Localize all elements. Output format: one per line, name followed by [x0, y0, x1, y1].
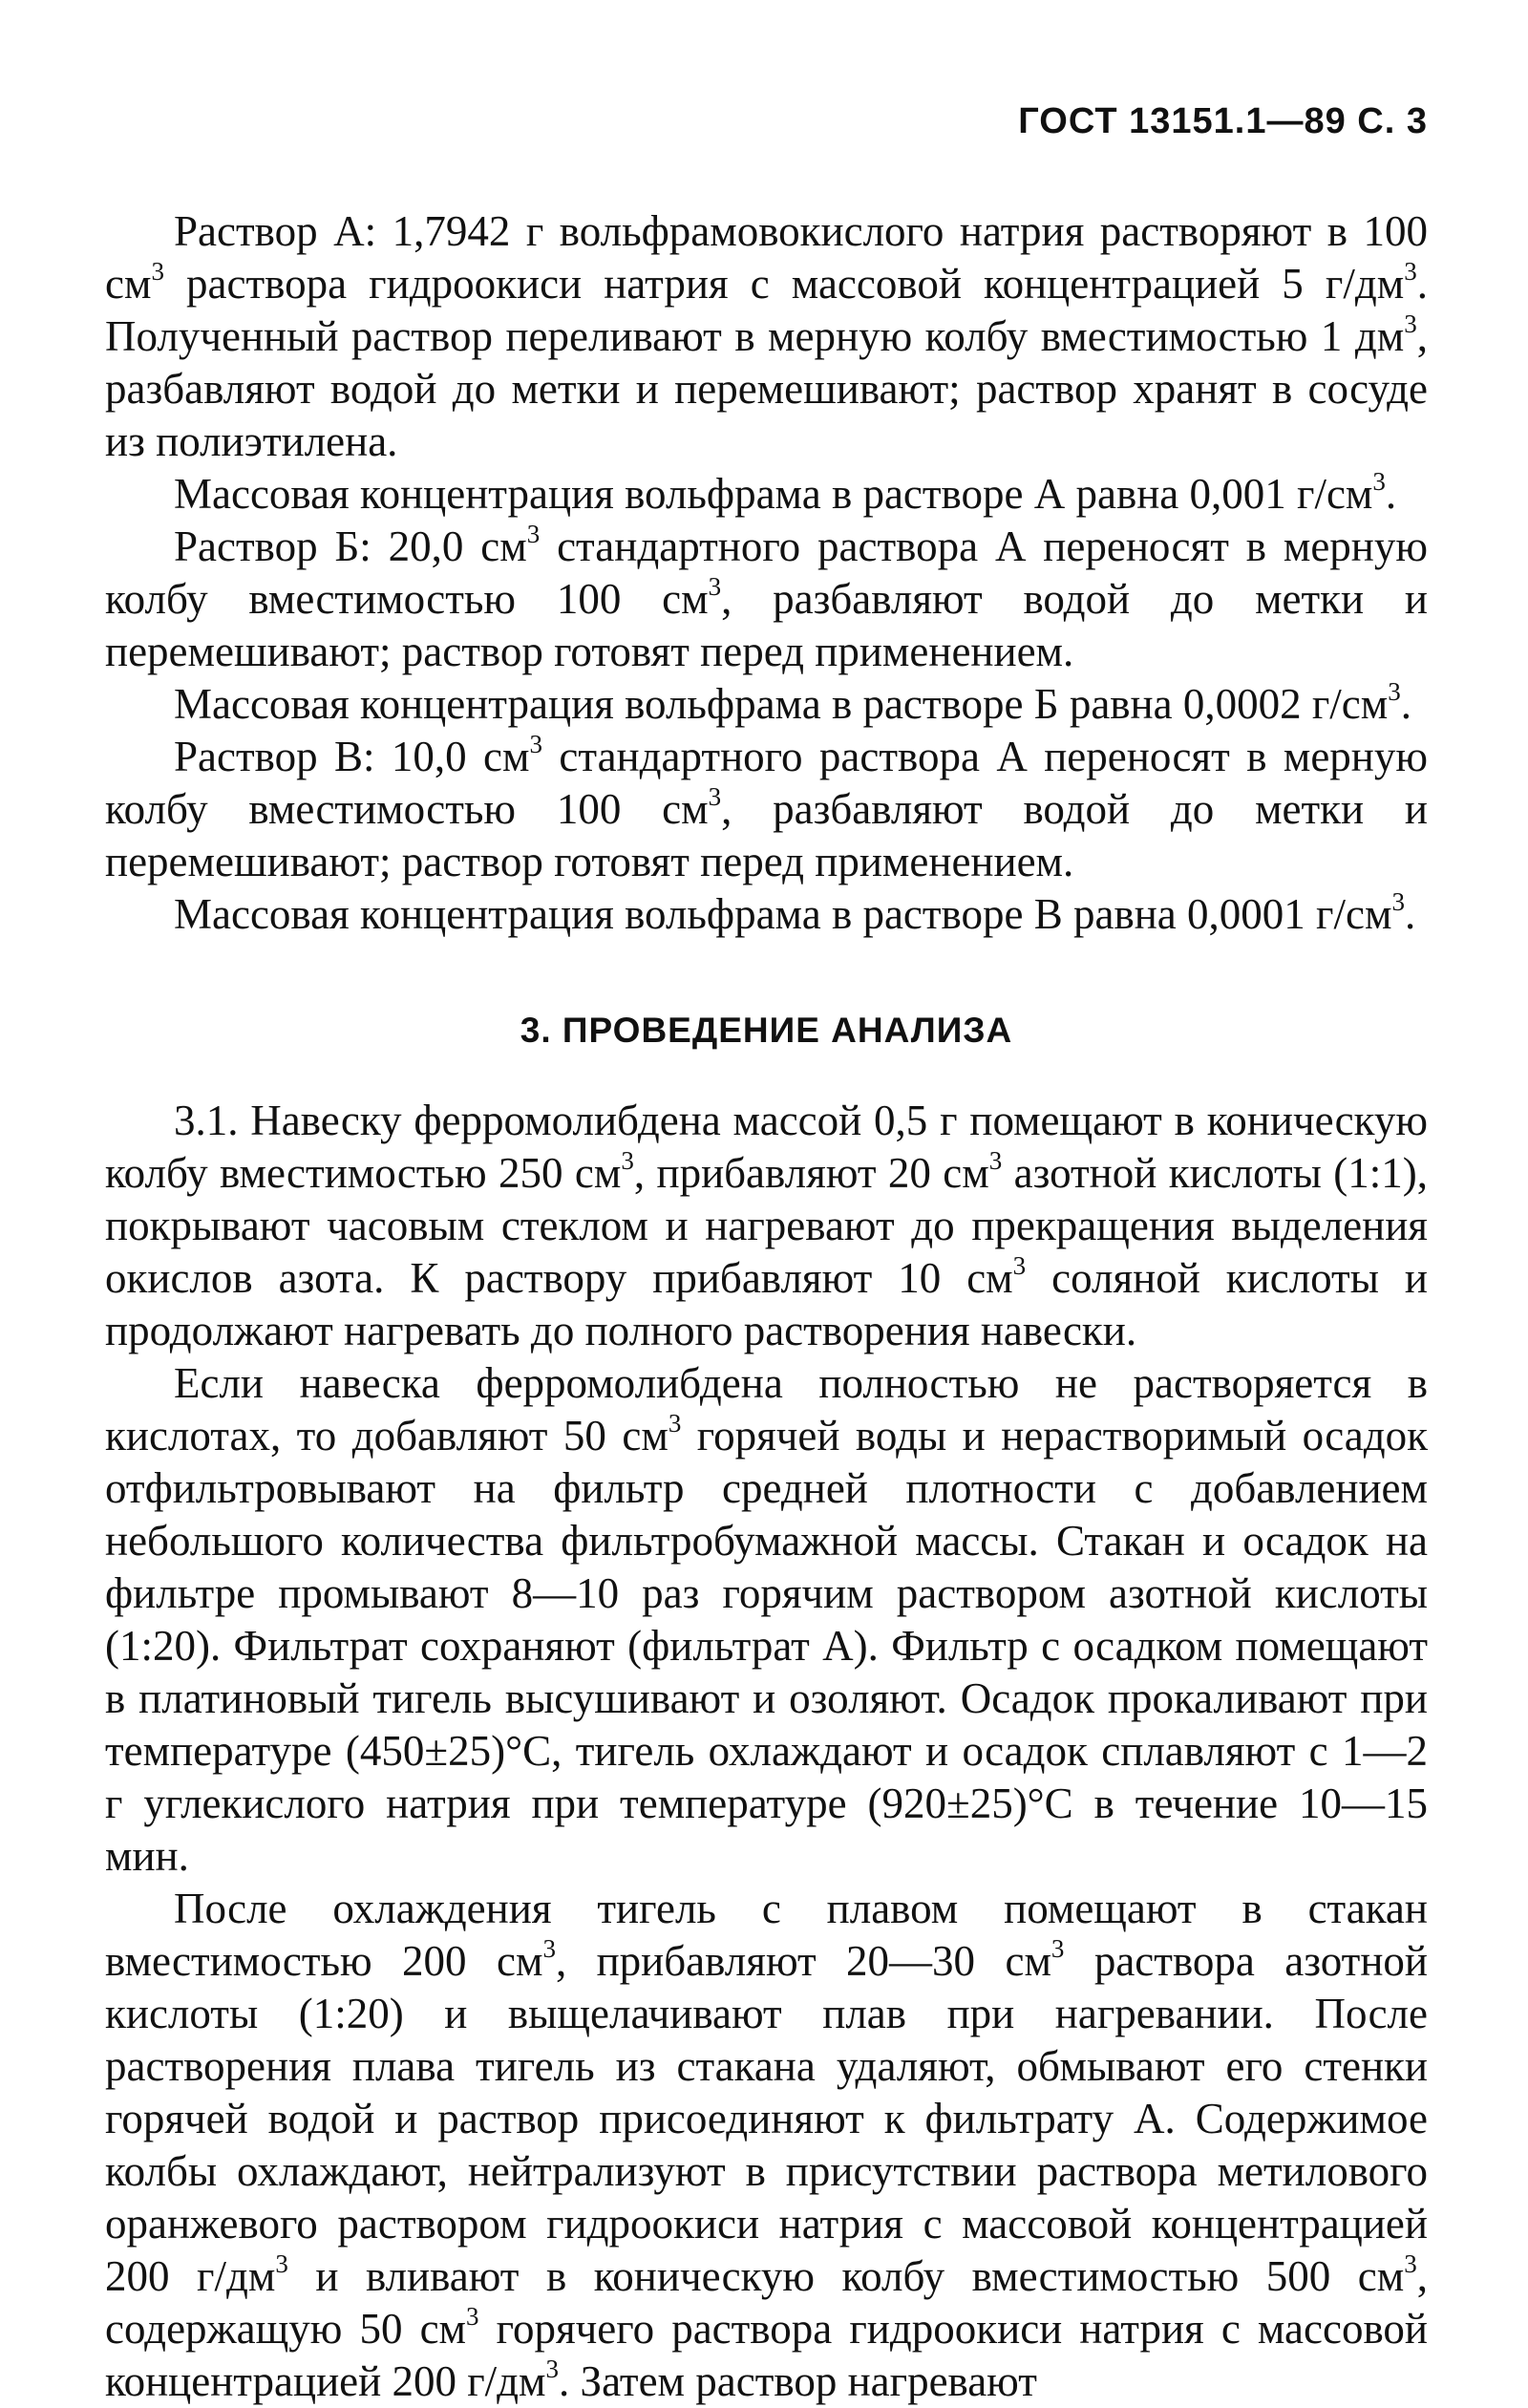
paragraph-text: , прибавляют 20—30 см — [555, 1937, 1051, 1985]
paragraph-text: , разбавляют водой до метки и перемешивают; раствор готовят перед применением. — [105, 785, 1428, 885]
paragraph-text: После охлаждения тигель с плавом помещают в стакан вместимостью 200 см — [105, 1885, 1428, 1985]
document-page — [105, 96, 1428, 2408]
paragraph-text: Массовая концентрация вольфрама в растворе В равна 0,0001 г/см — [174, 890, 1392, 938]
superscript: 3 — [1404, 257, 1417, 287]
superscript: 3 — [1404, 309, 1417, 339]
paragraph-text: горячей воды и нерастворимый осадок отфильтровывают на фильтр средней плотности с добавлением небольшого количества фильтробумажной массы. Стакан и осадок на фильтре промывают 8—10 раз горячим раствором азотной кислоты (1:20). Фильтрат сохраняют (фильтрат А). Фильтр с осадком помещают в платиновый тигель высушивают и озоляют. Осадок прокаливают при температуре (450±25)°С, тигель охлаждают и осадок сплавляют с 1—2 г углекислого натрия при температуре (920±25)°С в течение 10—15 мин. — [105, 1412, 1428, 1880]
superscript: 3 — [988, 1146, 1003, 1176]
superscript: 3 — [466, 2302, 479, 2332]
superscript: 3 — [275, 2249, 288, 2279]
paragraph-text: горячего раствора гидроокиси натрия с массовой концентрацией 200 г/дм — [105, 2305, 1428, 2405]
superscript: 3 — [1050, 1934, 1065, 1964]
paragraph-text: , разбавляют водой до метки и перемешивают; раствор готовят перед применением. — [105, 575, 1428, 675]
superscript: 3 — [668, 1409, 682, 1438]
paragraph-text: , разбавляют водой до метки и перемешивают; раствор хранят в сосуде из полиэтилена. — [105, 312, 1428, 465]
paragraph-text: . Затем раствор нагревают — [559, 2357, 1037, 2405]
paragraph-text: Если навеска ферромолибдена полностью не растворяется в кислотах, то добавляют 50 см — [105, 1359, 1428, 1460]
paragraph — [105, 468, 1428, 521]
page-number: С. 3 — [1357, 101, 1428, 141]
paragraph — [105, 888, 1428, 941]
superscript: 3 — [708, 782, 722, 812]
paragraph — [105, 1883, 1428, 2408]
superscript: 3 — [1391, 887, 1405, 917]
paragraph-text: Раствор А: 1,7942 г вольфрамовокислого натрия растворяют в 100 см — [105, 207, 1428, 308]
paragraph-text: стандартного раствора А переносят в мерную колбу вместимостью 100 см — [105, 522, 1428, 623]
superscript: 3 — [151, 257, 164, 287]
superscript: 3 — [545, 2355, 560, 2384]
paragraph-text: . — [1385, 470, 1397, 518]
paragraph-text: Массовая концентрация вольфрама в растворе А равна 0,001 г/см — [174, 470, 1373, 518]
solutions-text-block — [105, 205, 1428, 941]
superscript: 3 — [621, 1146, 634, 1176]
paragraph-text: , содержащую 50 см — [105, 2252, 1428, 2353]
paragraph-text: азотной кислоты (1:1), покрывают часовым стеклом и нагревают до прекращения выделения окислов азота. К раствору прибавляют 10 см — [105, 1149, 1428, 1302]
superscript: 3 — [1388, 677, 1401, 707]
paragraph-text: раствора гидроокиси натрия с массовой концентрацией 5 г/дм — [163, 260, 1405, 308]
standard-number: ГОСТ 13151.1—89 — [1018, 101, 1347, 141]
paragraph-text: Массовая концентрация вольфрама в растворе Б равна 0,0002 г/см — [174, 680, 1389, 728]
paragraph-text: . Полученный раствор переливают в мерную колбу вместимостью 1 дм — [105, 260, 1428, 360]
paragraph-text: Раствор Б: 20,0 см — [174, 522, 527, 570]
superscript: 3 — [708, 572, 722, 602]
superscript: 3 — [1404, 2249, 1417, 2279]
analysis-text-block — [105, 1095, 1428, 2408]
paragraph-text: 3.1. Навеску ферромолибдена массой 0,5 г помещают в коническую колбу вместимостью 250 см — [105, 1097, 1428, 1197]
paragraph-text: , прибавляют 20 см — [633, 1149, 989, 1197]
paragraph — [105, 678, 1428, 731]
paragraph-text: раствора азотной кислоты (1:20) и выщелачивают плав при нагревании. После растворения плава тигель из стакана удаляют, обмывают его стенки горячей водой и раствор присоединяют к фильтрату А. Содержимое колбы охлаждают, нейтрализуют в присутствии раствора метилового оранжевого раствором гидроокиси натрия с массовой концентрацией 200 г/дм — [105, 1937, 1428, 2300]
paragraph-text: . — [1404, 890, 1416, 938]
paragraph-text: . — [1400, 680, 1411, 728]
paragraph-text: и вливают в коническую колбу вместимостью 500 см — [287, 2252, 1405, 2300]
superscript: 3 — [529, 730, 542, 759]
paragraph-text: Раствор В: 10,0 см — [174, 733, 530, 780]
paragraph-text: соляной кислоты и продолжают нагревать до полного растворения навески. — [105, 1254, 1428, 1354]
paragraph — [105, 1357, 1428, 1883]
paragraph — [105, 731, 1428, 888]
paragraph — [105, 1095, 1428, 1357]
paragraph-text: стандартного раствора А переносят в мерную колбу вместимостью 100 см — [105, 733, 1428, 833]
paragraph — [105, 205, 1428, 468]
superscript: 3 — [526, 520, 541, 549]
running-header — [105, 96, 1428, 148]
section-heading: 3. ПРОВЕДЕНИЕ АНАЛИЗА — [520, 1011, 1013, 1050]
paragraph — [105, 521, 1428, 678]
superscript: 3 — [1012, 1251, 1027, 1281]
superscript: 3 — [542, 1934, 556, 1964]
superscript: 3 — [1372, 467, 1386, 497]
